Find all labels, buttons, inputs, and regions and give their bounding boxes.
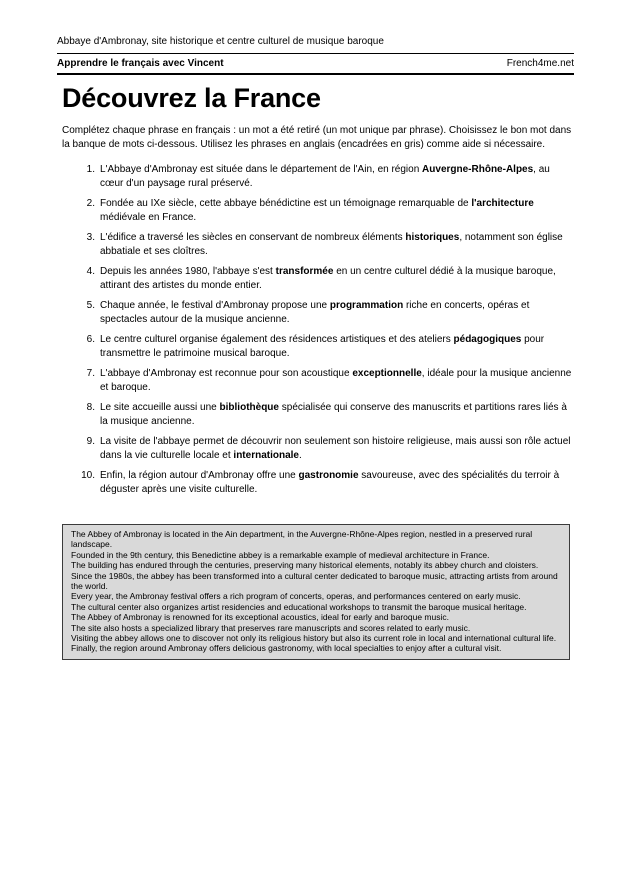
item-number: 3. — [86, 232, 95, 243]
item-text-pre: L'édifice a traversé les siècles en conservant de nombreux éléments — [100, 232, 406, 243]
item-text-post: médiévale en France. — [100, 211, 197, 223]
item-bold-word: programmation — [329, 300, 404, 311]
translation-line: Visiting the abbey allows one to discover not only its religious history but also its current role in local and international cultural life. — [71, 633, 557, 644]
item-text — [100, 333, 574, 360]
item-number: 2. — [86, 198, 95, 209]
item-number: 7. — [86, 368, 95, 379]
item-text — [100, 163, 574, 190]
item-number: 10. — [81, 470, 95, 481]
brand-title: Apprendre le français avec Vincent — [57, 58, 224, 69]
item-text-post: en un centre culturel dédié à la musique baroque, attirant des artistes du monde entier. — [100, 266, 556, 291]
exercise-item — [62, 299, 574, 326]
item-number: 6. — [86, 334, 95, 345]
item-text-post: , idéale pour la musique ancienne et baroque. — [100, 368, 572, 393]
item-text — [100, 401, 574, 428]
page-title: Découvrez la France — [62, 83, 321, 113]
item-bold-word: Auvergne-Rhône-Alpes — [422, 164, 534, 175]
brand-website: French4me.net — [506, 58, 574, 69]
translation-line: Since the 1980s, the abbey has been transformed into a cultural center dedicated to baroque music, attracting artists from around the world. — [71, 570, 558, 592]
item-text — [100, 265, 574, 292]
item-number: 8. — [86, 402, 95, 413]
item-text-pre: Depuis les années 1980, l'abbaye s'est — [100, 266, 276, 277]
item-text-post: , au cœur d'un paysage rural préservé. — [100, 164, 550, 189]
item-text — [100, 367, 574, 394]
item-bold-word: exceptionnelle — [352, 368, 422, 379]
item-text-post: . — [299, 449, 302, 461]
item-text-post: riche en concerts, opéras et spectacles autour de la musique ancienne. — [100, 300, 530, 325]
document-subject: Abbaye d'Ambronay, site historique et centre culturel de musique baroque — [57, 35, 574, 54]
item-text — [100, 299, 574, 326]
item-text-post: , notamment son église abbatiale et ses cloîtres. — [100, 232, 563, 257]
translation-line: The cultural center also organizes artist residencies and educational workshops to transmit the baroque musical heritage. — [71, 601, 527, 612]
item-bold-word: historiques — [405, 232, 460, 243]
item-bold-word: internationale — [233, 449, 299, 461]
exercise-item — [62, 333, 574, 360]
item-text — [100, 435, 574, 462]
translation-box — [62, 524, 570, 660]
item-text-pre: Chaque année, le festival d'Ambronay propose une — [100, 300, 330, 311]
exercise-item — [62, 469, 574, 496]
translation-line: The site also hosts a specialized library that preserves rare manuscripts and scores related to early music. — [71, 622, 471, 633]
exercise-item — [62, 163, 574, 190]
item-text-pre: Le site accueille aussi une — [100, 402, 220, 413]
item-number: 1. — [86, 164, 95, 175]
item-text-pre: Le centre culturel organise également des résidences artistiques et des ateliers — [100, 334, 454, 345]
item-number: 4. — [86, 266, 95, 277]
item-number: 9. — [86, 436, 95, 447]
header-bar — [57, 54, 574, 75]
exercise-list — [62, 163, 574, 496]
item-number: 5. — [86, 300, 95, 311]
instructions-text: Complétez chaque phrase en français : un mot a été retiré (un mot unique par phrase). Choisissez le bon mot dans la banque de mots ci-dessous. Utilisez les phrases en anglais (encadrées en gris) comme aide si nécessaire. — [62, 125, 572, 150]
exercise-item — [62, 231, 574, 258]
item-text — [100, 197, 574, 224]
item-text-pre: L'abbaye d'Ambronay est reconnue pour son acoustique — [100, 368, 353, 379]
item-bold-word: bibliothèque — [219, 402, 279, 413]
item-text-post: pour transmettre le patrimoine musical baroque. — [100, 334, 545, 359]
translation-line: Finally, the region around Ambronay offers delicious gastronomy, with local specialties to enjoy after a cultural visit. — [71, 643, 502, 654]
item-text-pre: Fondée au IXe siècle, cette abbaye bénédictine est un témoignage remarquable de — [100, 198, 472, 209]
item-text — [100, 469, 574, 496]
item-text-post: spécialisée qui conserve des manuscrits et partitions rares liés à la musique ancienne. — [100, 402, 567, 427]
translation-line: Every year, the Ambronay festival offers a rich program of concerts, operas, and performances centered on early music. — [71, 591, 521, 602]
page-header — [57, 35, 574, 75]
item-bold-word: gastronomie — [298, 470, 359, 481]
item-text-pre: L'Abbaye d'Ambronay est située dans le département de l'Ain, en région — [100, 164, 423, 175]
translation-line: The Abbey of Ambronay is located in the Ain department, in the Auvergne-Rhône-Alpes region, nestled in a preserved rural landscape. — [71, 529, 533, 550]
exercise-item — [62, 197, 574, 224]
item-bold-word: l'architecture — [471, 198, 534, 209]
item-text-pre: Enfin, la région autour d'Ambronay offre une — [100, 470, 299, 481]
exercise-item — [62, 435, 574, 462]
translation-line: The building has endured through the centuries, preserving many historical elements, notably its abbey church and cloisters. — [71, 560, 539, 571]
item-bold-word: pédagogiques — [453, 334, 522, 345]
exercise-item — [62, 401, 574, 428]
translation-line: Founded in the 9th century, this Benedictine abbey is a remarkable example of medieval architecture in France. — [71, 549, 490, 560]
item-text-pre: La visite de l'abbaye permet de découvrir non seulement son histoire religieuse, mais aussi son rôle actuel dans la vie culturelle locale et — [100, 436, 571, 461]
exercise-item — [62, 367, 574, 394]
item-text — [100, 231, 574, 258]
exercise-item — [62, 265, 574, 292]
item-text-post: savoureuse, avec des spécialités du terroir à déguster après une visite culturelle. — [100, 470, 560, 495]
item-bold-word: transformée — [275, 266, 334, 277]
document-body — [62, 83, 574, 660]
translation-line: The Abbey of Ambronay is renowned for its exceptional acoustics, ideal for early and baroque music. — [71, 612, 449, 623]
